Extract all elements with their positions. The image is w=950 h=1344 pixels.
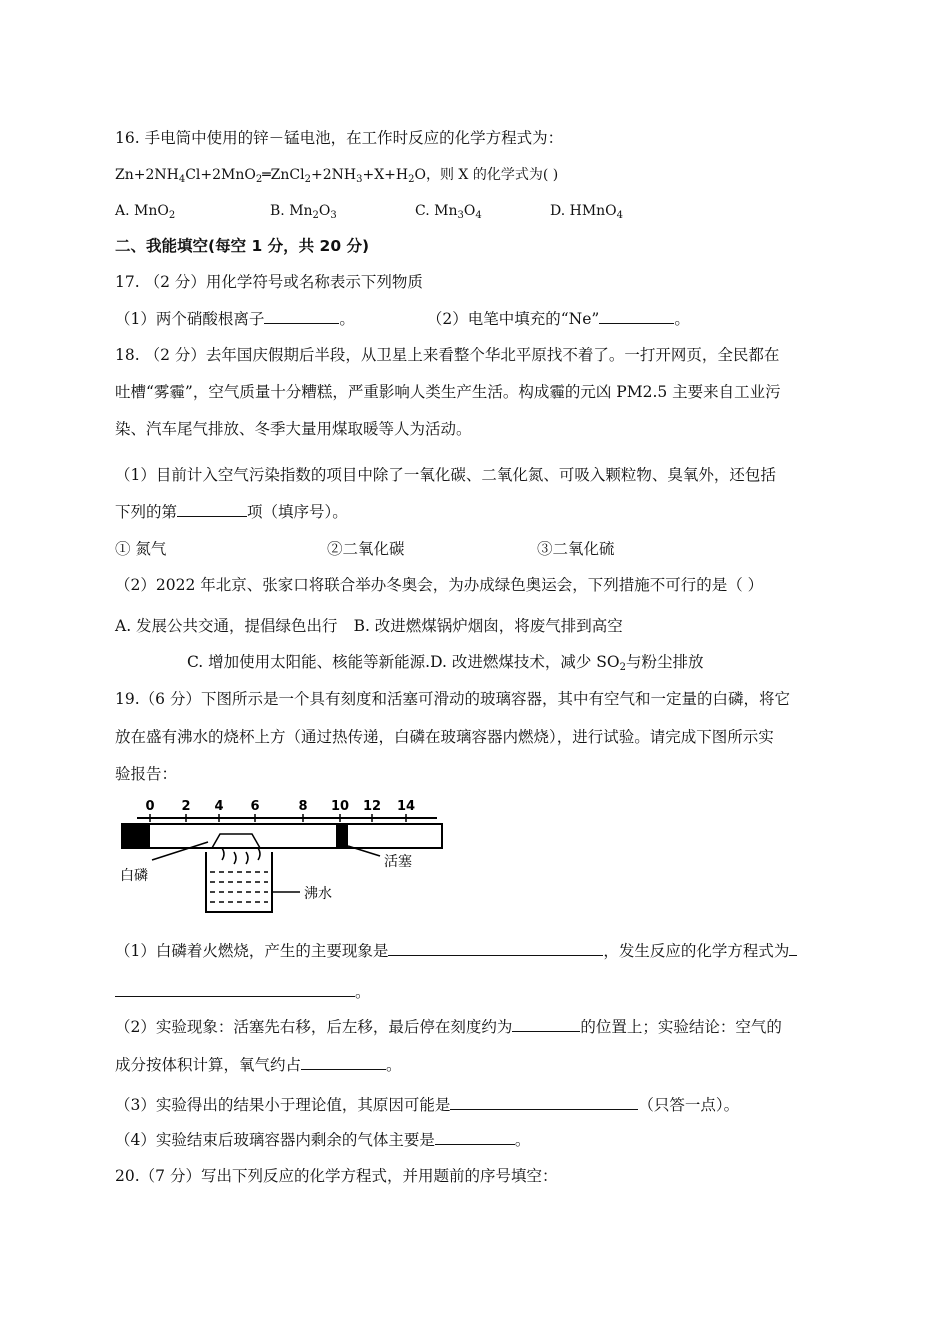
apparatus-diagram <box>112 768 452 918</box>
scale-tick-4: 4 <box>214 799 224 814</box>
q19-part3: （3）实验得出的结果小于理论值，其原因可能是 （只答一点）。 <box>115 1096 740 1114</box>
scale-tick-2: 2 <box>181 799 191 814</box>
scale-tick-10: 10 <box>330 799 350 814</box>
q19-part4: （4）实验结束后玻璃容器内剩余的气体主要是 。 <box>115 1131 531 1149</box>
left-stopper <box>122 824 150 848</box>
q19-line3: 验报告： <box>115 765 178 783</box>
label-piston: 活塞 <box>384 854 412 870</box>
q18-options-ab <box>115 616 623 636</box>
q19-part1: （1）白磷着火燃烧，产生的主要现象是 ，发生反应的化学方程式为 <box>115 941 797 961</box>
q18-line1: 18. （2 分）去年国庆假期后半段，从卫星上来看整个华北平原找不着了。一打开网页，全民都在 <box>115 346 780 364</box>
steam-lines <box>222 848 260 864</box>
q19-blank-4[interactable] <box>301 1055 386 1070</box>
q16-option-a[interactable]: A. MnO$_2$ <box>115 203 176 221</box>
scale-tick-14: 14 <box>396 799 416 814</box>
q20-stem: 20.（7 分）写出下列反应的化学方程式，并用题前的序号填空： <box>115 1167 558 1185</box>
q19-part2: （2）实验现象：活塞先右移，后左移，最后停在刻度约为 的位置上；实验结论：空气的 <box>115 1018 782 1036</box>
piston[interactable] <box>336 824 348 848</box>
label-white-phosphorus: 白磷 <box>120 868 148 884</box>
q18-options-cd <box>187 652 703 678</box>
scale-tick-0: 0 <box>145 799 155 814</box>
q16-equation: $Zn+2NH_4Cl+2MnO_2═ZnCl_2+2NH_3+X+H_2O$，则 X 的化学式为( ) <box>115 167 559 185</box>
scale-tick-12: 12 <box>362 799 382 814</box>
q18-line3: 染、汽车尾气排放、冬季大量用煤取暖等人为活动。 <box>115 420 472 438</box>
q19-line1: 19.（6 分）下图所示是一个具有刻度和活塞可滑动的玻璃容器，其中有空气和一定量的白磷，将它 <box>115 690 790 708</box>
q16-options <box>115 201 623 226</box>
q17-blank-2[interactable] <box>599 309 674 324</box>
q17-blank-1[interactable] <box>264 309 339 324</box>
q18-line7: （2）2022 年北京、张家口将联合举办冬奥会，为办成绿色奥运会，下列措施不可行的是（ ） <box>115 576 764 594</box>
section-title: 二、我能填空(每空 1 分，共 20 分) <box>115 237 370 255</box>
q18-option-d[interactable]: D. 改进燃煤技术，减少 $SO_2$与粉尘排放 <box>430 653 704 673</box>
q19-blank-6[interactable] <box>435 1130 515 1145</box>
q19-blank-2[interactable] <box>115 982 355 997</box>
scale-tick-6: 6 <box>250 799 260 814</box>
q19-line2: 放在盛有沸水的烧杯上方（通过热传递，白磷在玻璃容器内燃烧），进行试验。请完成下图所示实 <box>115 728 774 746</box>
boiling-water <box>210 872 268 902</box>
q18-choices: ① 氮气 ②二氧化碳 ③二氧化硫 <box>115 540 615 558</box>
label-boiling-water: 沸水 <box>304 886 332 902</box>
q18-blank-1[interactable] <box>177 502 247 517</box>
q16-stem: 16. 手电筒中使用的锌－锰电池，在工作时反应的化学方程式为： <box>115 129 564 147</box>
glass-tube <box>122 824 442 848</box>
q18-line5: 下列的第 项（填序号）。 <box>115 503 348 521</box>
q19-part2-cont: 成分按体积计算，氧气约占 。 <box>115 1056 402 1074</box>
q19-blank-3[interactable] <box>512 1017 580 1032</box>
q16-option-b[interactable]: B. $Mn_2O_3$ <box>270 203 337 221</box>
q18-option-b[interactable]: B. 改进燃煤锅炉烟囱，将废气排到高空 <box>353 617 623 635</box>
q16-option-d[interactable]: D. HMnO$_4$ <box>550 203 624 221</box>
phosphorus-leader <box>152 842 208 860</box>
q17-stem: 17. （2 分）用化学符号或名称表示下列物质 <box>115 273 423 291</box>
q16-option-c[interactable]: C. $Mn_3O_4$ <box>415 203 482 221</box>
q19-blank-5[interactable] <box>450 1095 638 1110</box>
q19-part1-cont: 。 <box>115 982 371 1002</box>
scale-tick-8: 8 <box>298 799 308 814</box>
q18-line2: 吐槽“雾霾”，空气质量十分糟糕，严重影响人类生产生活。构成霾的元凶 PM2.5 主要来自工业污 <box>115 383 781 401</box>
phosphorus-holder <box>212 834 260 848</box>
scale <box>137 799 437 822</box>
q18-option-a[interactable]: A. 发展公共交通，提倡绿色出行 <box>115 617 338 635</box>
q19-blank-1[interactable] <box>388 941 603 956</box>
q17-parts: （1）两个硝酸根离子 。 （2）电笔中填充的“Ne” 。 <box>115 310 690 328</box>
q18-line4: （1）目前计入空气污染指数的项目中除了一氧化碳、二氧化氮、可吸入颗粒物、臭氧外，还包括 <box>115 466 776 484</box>
q18-option-c[interactable]: C. 增加使用太阳能、核能等新能源. <box>187 653 431 671</box>
